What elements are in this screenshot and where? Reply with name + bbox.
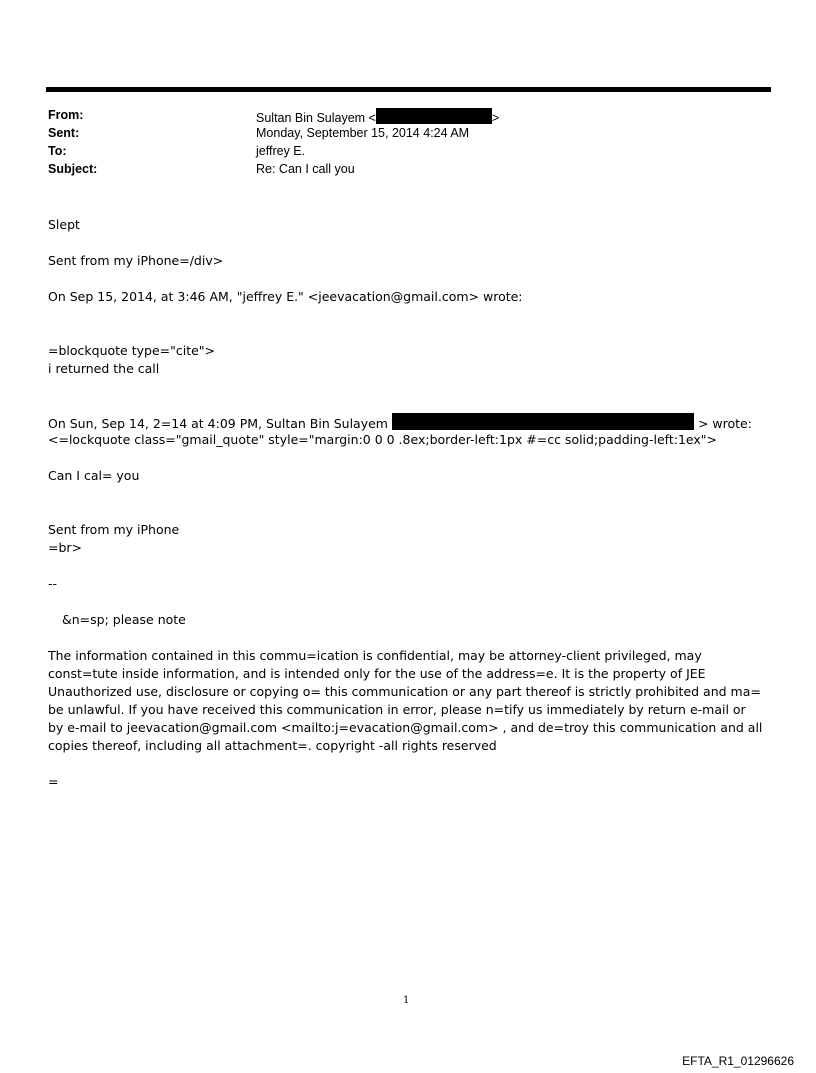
quoted-header: [48, 413, 752, 433]
body-line: =: [48, 774, 59, 789]
body-line: Slept: [48, 217, 80, 232]
redaction-box: [376, 108, 492, 124]
body-line: &n=sp; please note: [62, 612, 186, 627]
sent-label: Sent:: [48, 126, 80, 140]
body-line: Sent from my iPhone=/div>: [48, 253, 224, 268]
subject-label: Subject:: [48, 162, 98, 176]
header-rule: [46, 87, 771, 92]
bates-number: EFTA_R1_01296626: [682, 1054, 794, 1068]
from-value: [256, 108, 499, 125]
quoted-wrote: > wrote:: [697, 416, 752, 431]
disclaimer-paragraph: The information contained in this commu=ication is confidential, may be attorney-client privileged, may const=tute inside information, and is intended only for the use of the address=e. It is the property of JEE Unauthorized use, disclosure or copying o= this communication or any part thereof is strictly prohibited and ma= be unlawful. If you have received this communication in error, please n=tify us immediately by return e-mail or by e-mail to jeevacation@gmail.com <mailto:j=evacation@gmail.com> , and de=troy this communication and all copies thereof, including all attachment=. copyright -all rights reserved: [48, 648, 763, 753]
quoted-header: On Sep 15, 2014, at 3:46 AM, "jeffrey E." <jeevacation@gmail.com> wrote:: [48, 289, 523, 304]
to-value: jeffrey E.: [256, 144, 306, 158]
subject-value: Re: Can I call you: [256, 162, 355, 176]
from-label: From:: [48, 108, 84, 122]
separator-line: --: [48, 576, 58, 591]
body-line: =br>: [48, 540, 83, 555]
body-line: =blockquote type="cite">: [48, 343, 216, 358]
body-line: <=lockquote class="gmail_quote" style="margin:0 0 0 .8ex;border-left:1px #=cc solid;padding-left:1ex">: [48, 432, 717, 447]
page-number: 1: [403, 995, 410, 1006]
body-line: i returned the call: [48, 361, 160, 376]
sent-value: Monday, September 15, 2014 4:24 AM: [256, 126, 470, 140]
quoted-sender: On Sun, Sep 14, 2=14 at 4:09 PM, Sultan Bin Sulayem: [48, 416, 392, 431]
from-name: Sultan Bin Sulayem <: [256, 111, 376, 125]
to-label: To:: [48, 144, 67, 158]
body-line: Can I cal= you: [48, 468, 140, 483]
signature-line: Sent from my iPhone: [48, 522, 180, 537]
from-close: >: [491, 111, 500, 125]
redaction-box: [392, 413, 694, 430]
